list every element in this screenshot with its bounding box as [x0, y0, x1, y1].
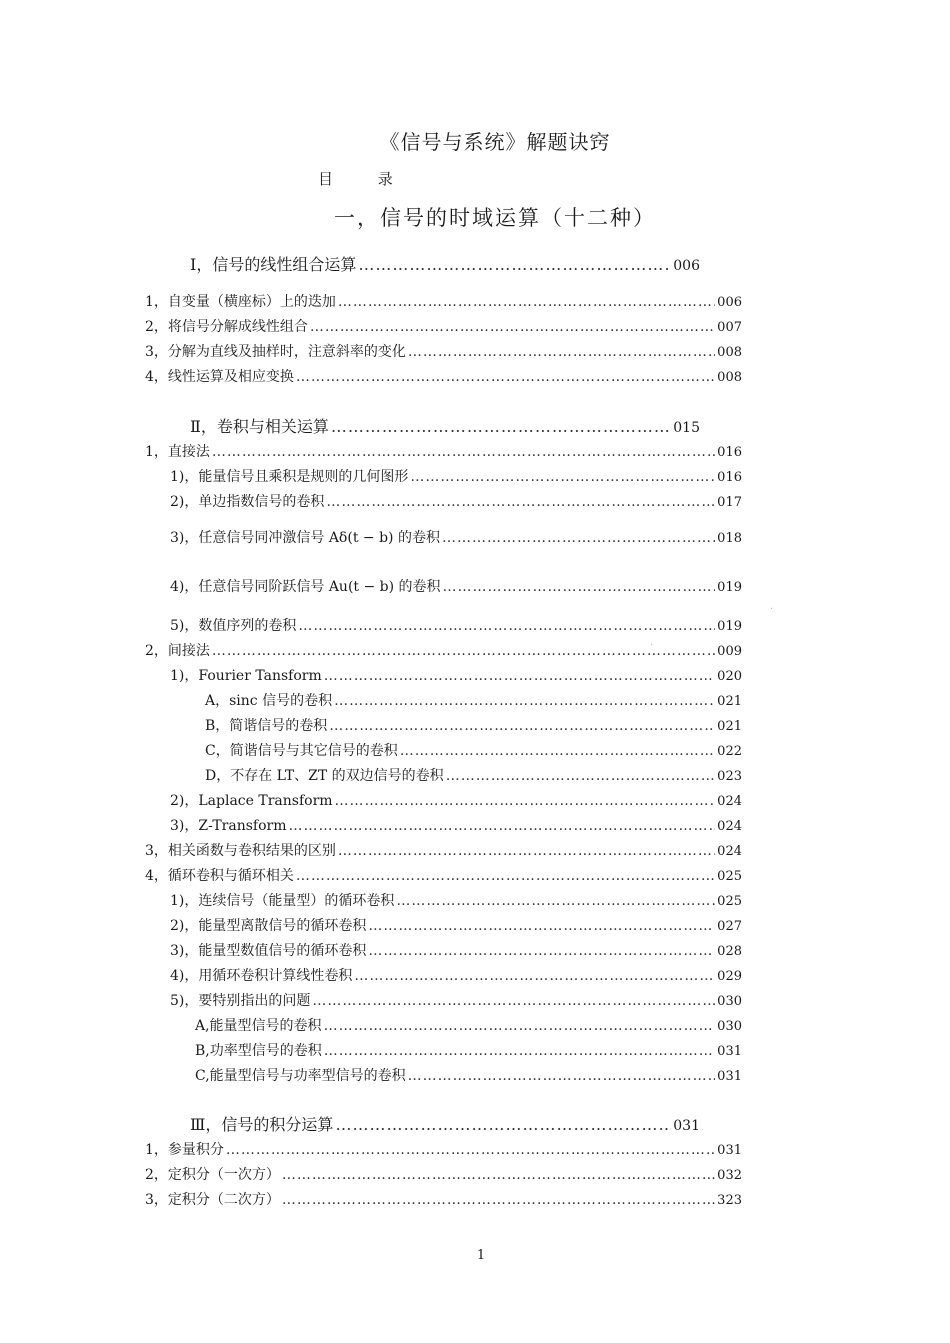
toc-entry-label: Ⅱ，卷积与相关运算 — [190, 417, 329, 436]
toc-entry — [170, 577, 742, 597]
leader-dots — [443, 577, 716, 597]
leader-dots — [326, 492, 715, 512]
toc-entry-page: 016 — [717, 470, 742, 485]
toc-entry — [170, 966, 742, 986]
toc-entry-page: 029 — [717, 969, 742, 984]
toc-entry-page: 025 — [717, 869, 742, 884]
leader-dots — [354, 966, 715, 986]
leader-dots — [410, 467, 715, 487]
toc-entry-page: 006 — [673, 258, 700, 274]
toc-entry — [170, 528, 742, 548]
leader-dots — [324, 1041, 715, 1061]
toc-entry-label: B，简谐信号的卷积 — [205, 718, 328, 734]
toc-entry — [145, 317, 742, 337]
toc-entry-label: 2)，单边指数信号的卷积 — [170, 494, 325, 510]
toc-entry — [170, 467, 742, 487]
toc-entry-label: 3，定积分（二次方） — [145, 1192, 280, 1208]
leader-dots — [296, 367, 715, 387]
toc-entry — [145, 442, 742, 462]
toc-entry-label: 2)，Laplace Transform — [170, 793, 333, 809]
leader-dots — [368, 941, 715, 961]
toc-entry — [205, 741, 742, 761]
leader-dots — [338, 292, 715, 312]
toc-entry — [170, 791, 742, 811]
toc-entry — [170, 616, 742, 636]
scan-speck: · — [650, 640, 654, 651]
leader-dots — [282, 1190, 715, 1210]
toc-entry — [145, 1190, 742, 1210]
toc-entry-label: A，sinc 信号的卷积 — [205, 693, 333, 709]
toc-entry-page: 032 — [717, 1168, 742, 1183]
toc-entry — [170, 991, 742, 1011]
toc-entry-page: 030 — [717, 994, 742, 1009]
toc-entry — [190, 255, 700, 275]
leader-dots — [408, 1066, 716, 1086]
toc-entry — [170, 916, 742, 936]
toc-entry — [190, 1115, 700, 1135]
toc-entry-label: 1，直接法 — [145, 444, 210, 460]
toc-entry-page: 007 — [717, 320, 742, 335]
toc-entry-label: C,能量型信号与功率型信号的卷积 — [195, 1068, 406, 1084]
leader-dots — [396, 891, 715, 911]
toc-entry — [205, 766, 742, 786]
page-number: 1 — [476, 1248, 486, 1263]
toc-entry-label: 4)，用循环卷积计算线性卷积 — [170, 968, 353, 984]
toc-entry — [170, 891, 742, 911]
toc-entry-page: 008 — [717, 370, 742, 385]
leader-dots — [212, 442, 715, 462]
toc-entry — [205, 716, 742, 736]
leader-dots — [226, 1140, 715, 1160]
toc-entry-label: 2，定积分（一次方） — [145, 1167, 280, 1183]
toc-entry-page: 030 — [717, 1019, 742, 1034]
toc-entry-page: 024 — [717, 844, 742, 859]
toc-entry-label: C，简谐信号与其它信号的卷积 — [205, 743, 398, 759]
leader-dots — [408, 342, 715, 362]
toc-entry-page: 021 — [717, 719, 742, 734]
leader-dots — [282, 1165, 715, 1185]
toc-heading: 目 录 — [318, 170, 393, 188]
leader-dots — [335, 791, 716, 811]
toc-entry-label: 4)，任意信号同阶跃信号 Au(t − b) 的卷积 — [170, 579, 441, 595]
leader-dots — [331, 417, 671, 437]
toc-entry-page: 020 — [717, 669, 742, 684]
scan-speck: · — [770, 604, 774, 615]
leader-dots — [324, 666, 715, 686]
toc-entry-label: B,功率型信号的卷积 — [195, 1043, 322, 1059]
toc-entry-label: 3)，Z-Transform — [170, 818, 287, 834]
leader-dots — [400, 741, 715, 761]
toc-entry-label: 1)，连续信号（能量型）的循环卷积 — [170, 893, 395, 909]
toc-entry-label: 3，相关函数与卷积结果的区别 — [145, 843, 336, 859]
toc-entry-label: 1)，Fourier Tansform — [170, 668, 322, 684]
leader-dots — [310, 317, 715, 337]
leader-dots — [212, 641, 715, 661]
toc-entry-label: A,能量型信号的卷积 — [195, 1018, 322, 1034]
leader-dots — [324, 1016, 716, 1036]
toc-entry — [205, 691, 742, 711]
toc-entry-page: 017 — [717, 495, 742, 510]
toc-entry — [145, 1140, 742, 1160]
toc-entry-page: 019 — [717, 619, 742, 634]
toc-entry-label: 4，循环卷积与循环相关 — [145, 868, 294, 884]
toc-entry-label: 3)，能量型数值信号的循环卷积 — [170, 943, 367, 959]
toc-entry-label: 2)，能量型离散信号的循环卷积 — [170, 918, 367, 934]
leader-dots — [335, 1115, 671, 1135]
toc-entry-label: 2，间接法 — [145, 643, 210, 659]
toc-entry-page: 023 — [717, 769, 742, 784]
leader-dots — [442, 528, 715, 548]
toc-entry-page: 025 — [717, 894, 742, 909]
toc-entry-page: 021 — [717, 694, 742, 709]
toc-entry — [170, 666, 742, 686]
toc-entry-page: 028 — [717, 944, 742, 959]
chapter-heading: 一，信号的时域运算（十二种） — [334, 206, 656, 230]
toc-entry-page: 323 — [717, 1193, 742, 1208]
toc-entry-label: 1，参量积分 — [145, 1142, 224, 1158]
toc-entry — [170, 492, 742, 512]
toc-entry-page: 008 — [717, 345, 742, 360]
leader-dots — [446, 766, 715, 786]
toc-entry-label: 3)，任意信号同冲激信号 Aδ(t − b) 的卷积 — [170, 530, 440, 546]
toc-entry-page: 031 — [717, 1044, 742, 1059]
leader-dots — [298, 616, 715, 636]
toc-entry-page: 015 — [673, 420, 700, 436]
leader-dots — [312, 991, 715, 1011]
toc-entry-label: Ⅰ，信号的线性组合运算 — [190, 255, 357, 274]
toc-entry-page: 024 — [717, 819, 742, 834]
toc-entry-page: 024 — [717, 794, 742, 809]
toc-entry — [195, 1016, 742, 1036]
leader-dots — [358, 255, 671, 275]
document-title: 《信号与系统》解题诀窍 — [379, 130, 611, 154]
toc-entry-label: D，不存在 LT、ZT 的双边信号的卷积 — [205, 768, 444, 784]
leader-dots — [338, 841, 715, 861]
toc-entry — [145, 841, 742, 861]
toc-entry-page: 022 — [717, 744, 742, 759]
leader-dots — [329, 716, 715, 736]
toc-entry-page: 027 — [717, 919, 742, 934]
toc-entry-page: 018 — [717, 531, 742, 546]
toc-entry — [170, 941, 742, 961]
toc-entry-page: 019 — [717, 580, 742, 595]
leader-dots — [296, 866, 715, 886]
toc-entry — [145, 292, 742, 312]
toc-entry-page: 009 — [717, 644, 742, 659]
toc-entry-page: 031 — [717, 1069, 742, 1084]
leader-dots — [334, 691, 715, 711]
toc-entry-label: 3，分解为直线及抽样时，注意斜率的变化 — [145, 344, 406, 360]
toc-entry-label: 1，自变量（横座标）上的迭加 — [145, 294, 336, 310]
toc-entry-page: 006 — [717, 295, 742, 310]
toc-entry-label: 5)，要特别指出的问题 — [170, 993, 311, 1009]
toc-entry-label: 2，将信号分解成线性组合 — [145, 319, 308, 335]
toc-entry — [145, 866, 742, 886]
toc-entry-label: Ⅲ，信号的积分运算 — [190, 1115, 334, 1134]
leader-dots — [368, 916, 715, 936]
toc-entry-label: 4，线性运算及相应变换 — [145, 369, 294, 385]
toc-entry-page: 031 — [717, 1143, 742, 1158]
toc-entry-label: 5)，数值序列的卷积 — [170, 618, 297, 634]
leader-dots — [288, 816, 715, 836]
toc-entry — [145, 1165, 742, 1185]
toc-entry-page: 031 — [673, 1118, 700, 1134]
toc-entry — [190, 417, 700, 437]
toc-entry-page: 016 — [717, 445, 742, 460]
toc-entry — [195, 1066, 742, 1086]
toc-entry — [145, 342, 742, 362]
toc-entry — [195, 1041, 742, 1061]
toc-entry-label: 1)，能量信号且乘积是规则的几何图形 — [170, 469, 409, 485]
toc-entry — [145, 367, 742, 387]
toc-entry — [170, 816, 742, 836]
